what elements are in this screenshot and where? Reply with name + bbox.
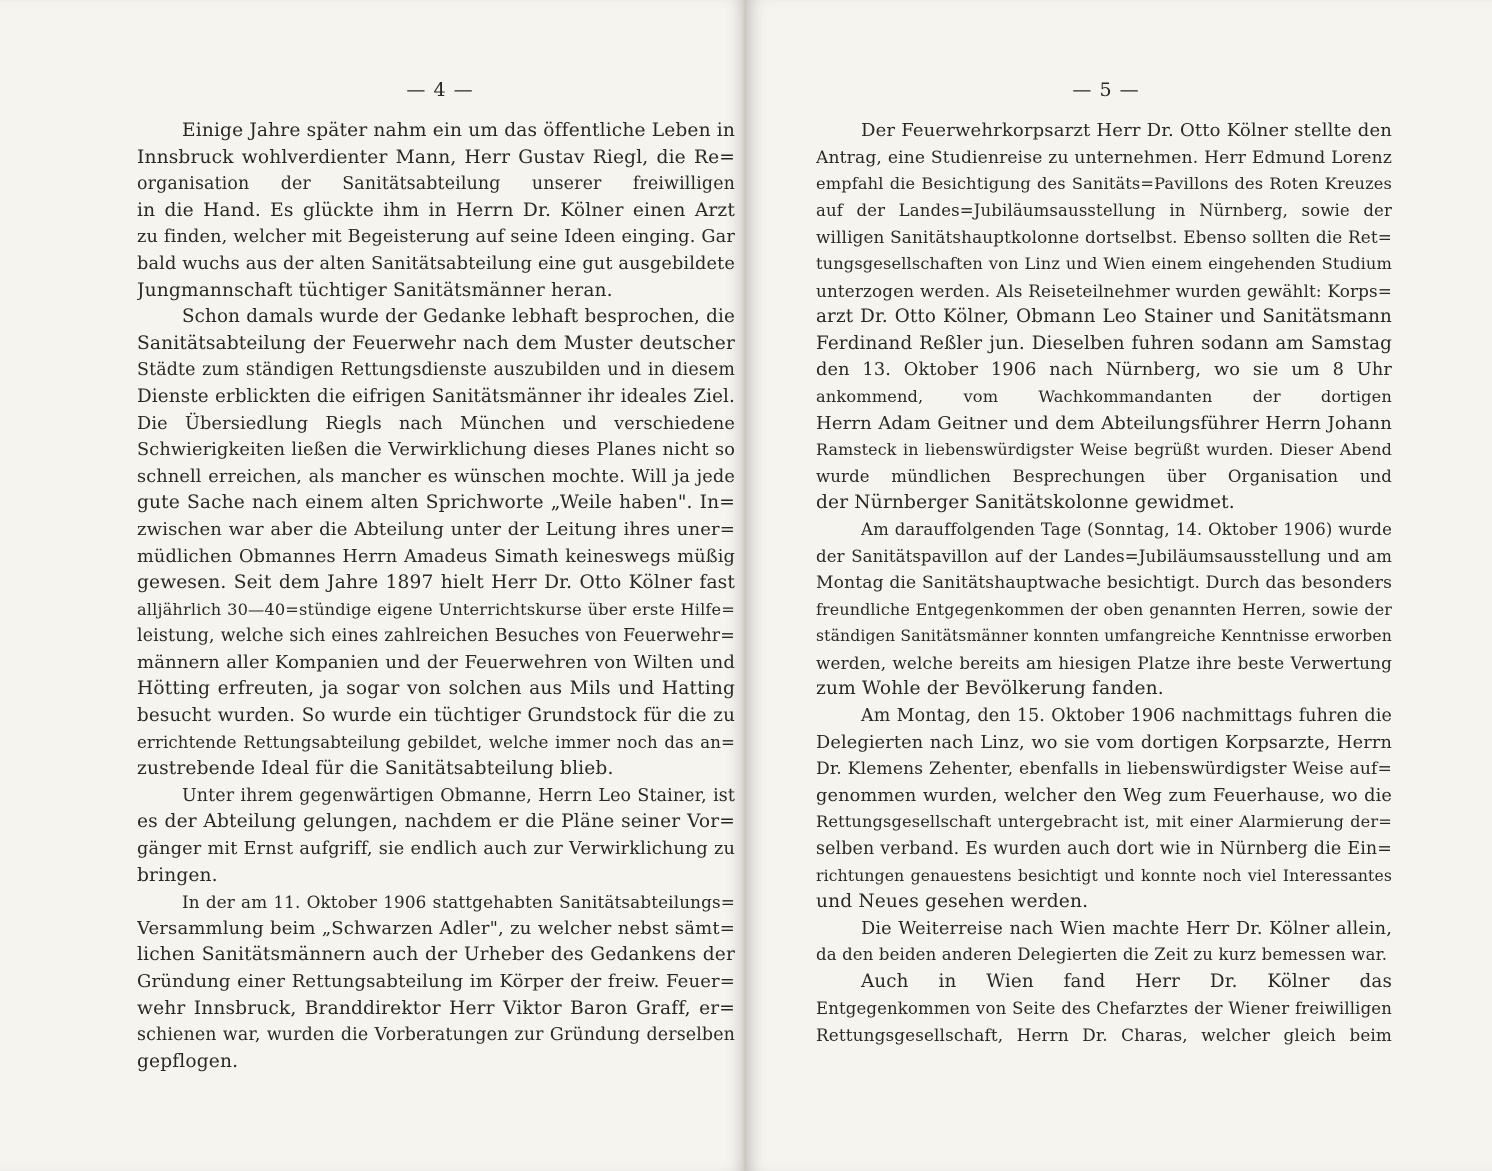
- text-line: errichtende Rettungsabteilung gebildet, welche immer noch das an=: [137, 732, 735, 752]
- text-line: tungsgesellschaften von Linz und Wien einem eingehenden Studium: [816, 253, 1392, 273]
- text-line: Schwierigkeiten ließen die Verwirklichung dieses Planes nicht so: [137, 440, 735, 461]
- text-line: der Sanitätspavillon auf der Landes=Jubiläumsausstellung und am: [816, 546, 1392, 566]
- page-number-left: — 4 —: [406, 79, 474, 101]
- text-line: Die Weiterreise nach Wien machte Herr Dr. Kölner allein,: [861, 918, 1392, 939]
- text-line: lichen Sanitätsmännern auch der Urheber des Gedankens der: [137, 944, 735, 966]
- text-line: zustrebende Ideal für die Sanitätsabteilung blieb.: [137, 758, 614, 780]
- text-line: Der Feuerwehrkorpsarzt Herr Dr. Otto Kölner stellte den: [861, 120, 1392, 141]
- text-line: freundliche Entgegenkommen der oben genannten Herren, sowie der: [816, 599, 1392, 619]
- text-line: In der am 11. Oktober 1906 stattgehabten Sanitätsabteilungs=: [182, 892, 735, 913]
- text-line: Innsbruck wohlverdienter Mann, Herr Gustav Riegl, die Re=: [137, 146, 735, 168]
- text-line: zum Wohle der Bevölkerung fanden.: [816, 678, 1164, 700]
- text-line: selben verband. Es wurden auch dort wie in Nürnberg die Ein=: [816, 839, 1392, 860]
- text-line: Einige Jahre später nahm ein um das öffentliche Leben in: [182, 120, 735, 141]
- text-line: und Neues gesehen werden.: [816, 891, 1089, 913]
- text-line: organisation der Sanitätsabteilung unserer freiwilligen: [137, 174, 735, 195]
- text-line: Herrn Adam Geitner und dem Abteilungsführer Herrn Johann: [816, 412, 1392, 434]
- text-line: Entgegenkommen von Seite des Chefarztes der Wiener freiwilligen: [816, 998, 1392, 1018]
- text-line: Schon damals wurde der Gedanke lebhaft besprochen, die: [182, 306, 735, 328]
- text-line: der Nürnberger Sanitätskolonne gewidmet.: [816, 492, 1235, 514]
- text-line: ankommend, vom Wachkommandanten der dortigen: [816, 386, 1392, 406]
- text-line: Rettungsgesellschaft untergebracht ist, mit einer Alarmierung der=: [816, 812, 1392, 832]
- text-line: Dienste erblickten die eifrigen Sanitätsmänner ihr ideales Ziel.: [137, 385, 735, 407]
- text-line: arzt Dr. Otto Kölner, Obmann Leo Stainer und Sanitätsmann: [816, 306, 1392, 328]
- text-line: gute Sache nach einem alten Sprichworte „Weile haben". In=: [137, 492, 735, 514]
- text-line: Städte zum ständigen Rettungsdienste auszubilden und in diesem: [137, 360, 735, 381]
- text-line: Versammlung beim „Schwarzen Adler", zu welcher nebst sämt=: [137, 917, 735, 939]
- text-line: müdlichen Obmannes Herrn Amadeus Simath keineswegs müßig: [137, 546, 735, 567]
- text-line: zu finden, welcher mit Begeisterung auf seine Ideen einging. Gar: [137, 227, 735, 248]
- text-line: Die Übersiedlung Riegls nach München und verschiedene: [137, 413, 735, 434]
- text-line: männern aller Kompanien und der Feuerwehren von Wilten und: [137, 651, 735, 673]
- text-line: da den beiden anderen Delegierten die Zeit zu kurz bemessen war.: [816, 945, 1388, 965]
- text-line: Hötting erfreuten, ja sogar von solchen aus Mils und Hatting: [137, 678, 735, 700]
- text-line: werden, welche bereits am hiesigen Platze ihre beste Verwertung: [816, 652, 1392, 673]
- text-line: Ramsteck in liebenswürdigster Weise begrüßt wurden. Dieser Abend: [816, 440, 1392, 460]
- text-line: Am darauffolgenden Tage (Sonntag, 14. Oktober 1906) wurde: [861, 519, 1392, 539]
- text-line: Gründung einer Rettungsabteilung im Körper der freiw. Feuer=: [137, 971, 735, 992]
- text-line: bringen.: [137, 864, 218, 886]
- text-line: wehr Innsbruck, Branddirektor Herr Viktor Baron Graff, er=: [137, 997, 735, 1019]
- text-line: schnell erreichen, als mancher es wünschen mochte. Will ja jede: [137, 466, 735, 487]
- text-line: Rettungsgesellschaft, Herrn Dr. Charas, welcher gleich beim: [816, 1025, 1392, 1046]
- text-line: richtungen genauestens besichtigt und konnte noch viel Interessantes: [816, 866, 1392, 885]
- right-page-body: [816, 118, 1392, 1049]
- text-line: gewesen. Seit dem Jahre 1897 hielt Herr Dr. Otto Kölner fast: [137, 572, 735, 594]
- right-page: [746, 0, 1492, 1171]
- text-line: genommen wurden, welcher den Weg zum Feuerhause, wo die: [816, 785, 1392, 806]
- text-line: willigen Sanitätshauptkolonne dortselbst. Ebenso sollten die Ret=: [816, 227, 1392, 248]
- text-line: auf der Landes=Jubiläumsausstellung in Nürnberg, sowie der: [816, 200, 1392, 220]
- text-line: bald wuchs aus der alten Sanitätsabteilung eine gut ausgebildete: [137, 253, 735, 274]
- text-line: gänger mit Ernst aufgriff, sie endlich auch zur Verwirklichung zu: [137, 839, 735, 860]
- text-line: ständigen Sanitätsmänner konnten umfangreiche Kenntnisse erworben: [816, 627, 1392, 646]
- text-line: besucht wurden. So wurde ein tüchtiger Grundstock für die zu: [137, 705, 735, 727]
- text-line: alljährlich 30—40=stündige eigene Unterrichtskurse über erste Hilfe=: [137, 599, 735, 619]
- text-line: empfahl die Besichtigung des Sanitäts=Pavillons des Roten Kreuzes: [816, 174, 1392, 194]
- text-line: Ferdinand Reßler jun. Dieselben fuhren sodann am Samstag: [816, 332, 1392, 354]
- text-line: wurde mündlichen Besprechungen über Organisation und: [816, 466, 1392, 486]
- text-line: Jungmannschaft tüchtiger Sanitätsmänner heran.: [137, 279, 613, 301]
- page-number-right: — 5 —: [1072, 79, 1140, 101]
- text-line: Dr. Klemens Zehenter, ebenfalls in liebenswürdigster Weise auf=: [816, 759, 1392, 780]
- text-line: den 13. Oktober 1906 nach Nürnberg, wo sie um 8 Uhr: [816, 360, 1392, 381]
- left-page-body: [137, 118, 735, 1075]
- text-line: Unter ihrem gegenwärtigen Obmanne, Herrn Leo Stainer, ist: [182, 785, 735, 806]
- text-line: gepflogen.: [137, 1050, 239, 1072]
- text-line: es der Abteilung gelungen, nachdem er die Pläne seiner Vor=: [137, 811, 735, 833]
- text-line: Auch in Wien fand Herr Dr. Kölner das: [861, 971, 1392, 992]
- text-line: Am Montag, den 15. Oktober 1906 nachmittags fuhren die: [861, 706, 1392, 727]
- text-line: schienen war, wurden die Vorberatungen zur Gründung derselben: [137, 1025, 735, 1046]
- text-line: leistung, welche sich eines zahlreichen Besuches von Feuerwehr=: [137, 626, 735, 647]
- text-line: zwischen war aber die Abteilung unter der Leitung ihres uner=: [137, 518, 735, 540]
- text-line: unterzogen werden. Als Reiseteilnehmer wurden gewählt: Korps=: [816, 280, 1392, 301]
- text-line: Delegierten nach Linz, wo sie vom dortigen Korpsarzte, Herrn: [816, 732, 1392, 753]
- text-line: Sanitätsabteilung der Feuerwehr nach dem Muster deutscher: [137, 332, 735, 354]
- text-line: Montag die Sanitätshauptwache besichtigt. Durch das besonders: [816, 573, 1392, 594]
- text-line: Antrag, eine Studienreise zu unternehmen. Herr Edmund Lorenz: [816, 147, 1392, 168]
- text-line: in die Hand. Es glückte ihm in Herrn Dr. Kölner einen Arzt: [137, 199, 735, 221]
